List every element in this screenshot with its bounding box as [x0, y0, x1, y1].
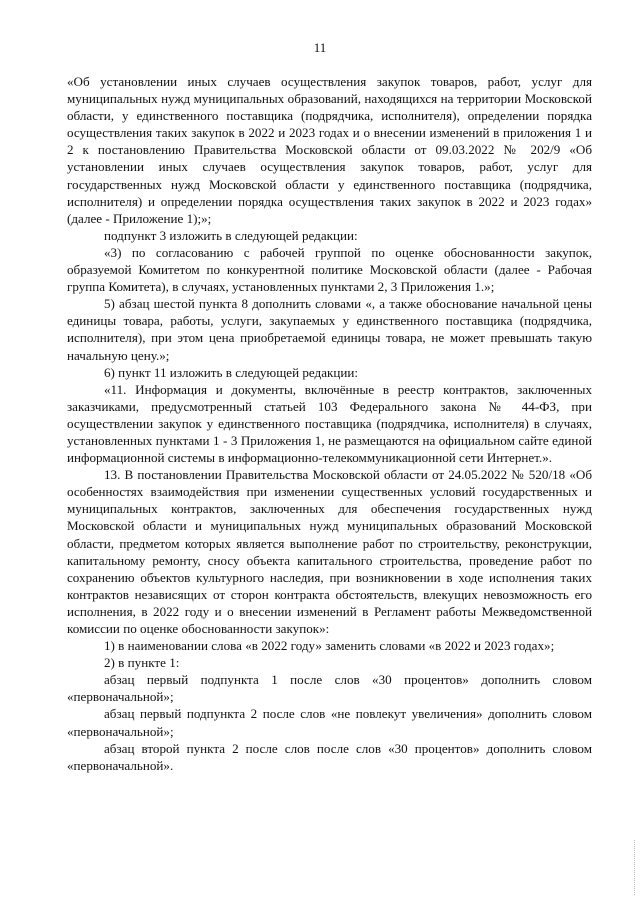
paragraph: подпункт 3 изложить в следующей редакции: — [104, 227, 358, 243]
paragraph: «3) по согласованию с рабочей группой по оценке обоснованности закупок, образуемой Комитетом по конкурентной политике Московской области (далее - Рабочая группа Комитета), в случаях, установленных пунктами 2, 3 Приложения 1.»; — [67, 244, 592, 295]
paragraph: абзац первый подпункта 1 после слов «30 процентов» дополнить словом «первоначальной»; — [67, 672, 592, 705]
paragraph: 1) в наименовании слова «в 2022 году» заменить словами «в 2022 и 2023 годах»; — [104, 638, 555, 654]
scan-edge-mark — [634, 840, 636, 895]
paragraph: 2) в пункте 1: — [104, 655, 180, 671]
paragraph: 5) абзац шестой пункта 8 дополнить словами «, а также обоснование начальной цены единицы товара, работы, услуги, закупаемых у единственного поставщика (подрядчика, исполнителя), при этом цена приобретаемой единицы товара, не может превышать такую начальную цену.»; — [67, 296, 592, 363]
document-body — [67, 73, 592, 774]
page-number: 11 — [313, 40, 327, 55]
paragraph: «Об установлении иных случаев осуществления закупок товаров, работ, услуг для муниципальных нужд муниципальных образований, находящихся на территории Московской области, у единственного поставщика (подрядчика, исполнителя), определении порядка осуществления таких закупок в 2022 и 2023 годах и о внесении изменений в приложения 1 и 2 к постановлению Правительства Московской области от 09.03.2022 № 202/9 «Об установлении иных случаев осуществления закупок товаров, работ, услуг для государственных нужд Московской области у единственного поставщика (подрядчика, исполнителя) и определении порядка осуществления таких закупок в 2022 и 2023 годах» (далее - Приложение 1);»; — [67, 74, 592, 226]
paragraph: 13. В постановлении Правительства Московской области от 24.05.2022 № 520/18 «Об особенностях взаимодействия при изменении существенных условий государственных и муниципальных контрактов, заключенных для обеспечения государственных нужд Московской области и муниципальных нужд муниципальных образований Московской области, предметом которых является выполнение работ по строительству, реконструкции, капитальному ремонту, сносу объекта капитального строительства, проведение работ по сохранению объектов культурного наследия, при возникновении в ходе исполнения таких контрактов независящих от сторон контракта обстоятельств, влекущих невозможность его исполнения, в 2022 году и о внесении изменений в Регламент работы Межведомственной комиссии по оценке обоснованности закупок»: — [67, 467, 592, 636]
paragraph: абзац второй пункта 2 после слов после слов «30 процентов» дополнить словом «первоначальной». — [67, 740, 592, 773]
paragraph: 6) пункт 11 изложить в следующей редакции: — [104, 364, 359, 380]
paragraph: абзац первый подпункта 2 после слов «не повлекут увеличения» дополнить словом «первоначальной»; — [67, 706, 592, 739]
paragraph: «11. Информация и документы, включённые в реестр контрактов, заключенных заказчиками, предусмотренный статьей 103 Федерального закона № 44-ФЗ, при осуществлении закупок у единственного поставщика (подрядчика, исполнителя) в случаях, установленных пунктами 1 - 3 Приложения 1, не размещаются на официальном сайте единой информационной системы в информационно-телекоммуникационной сети Интернет.». — [67, 381, 592, 466]
